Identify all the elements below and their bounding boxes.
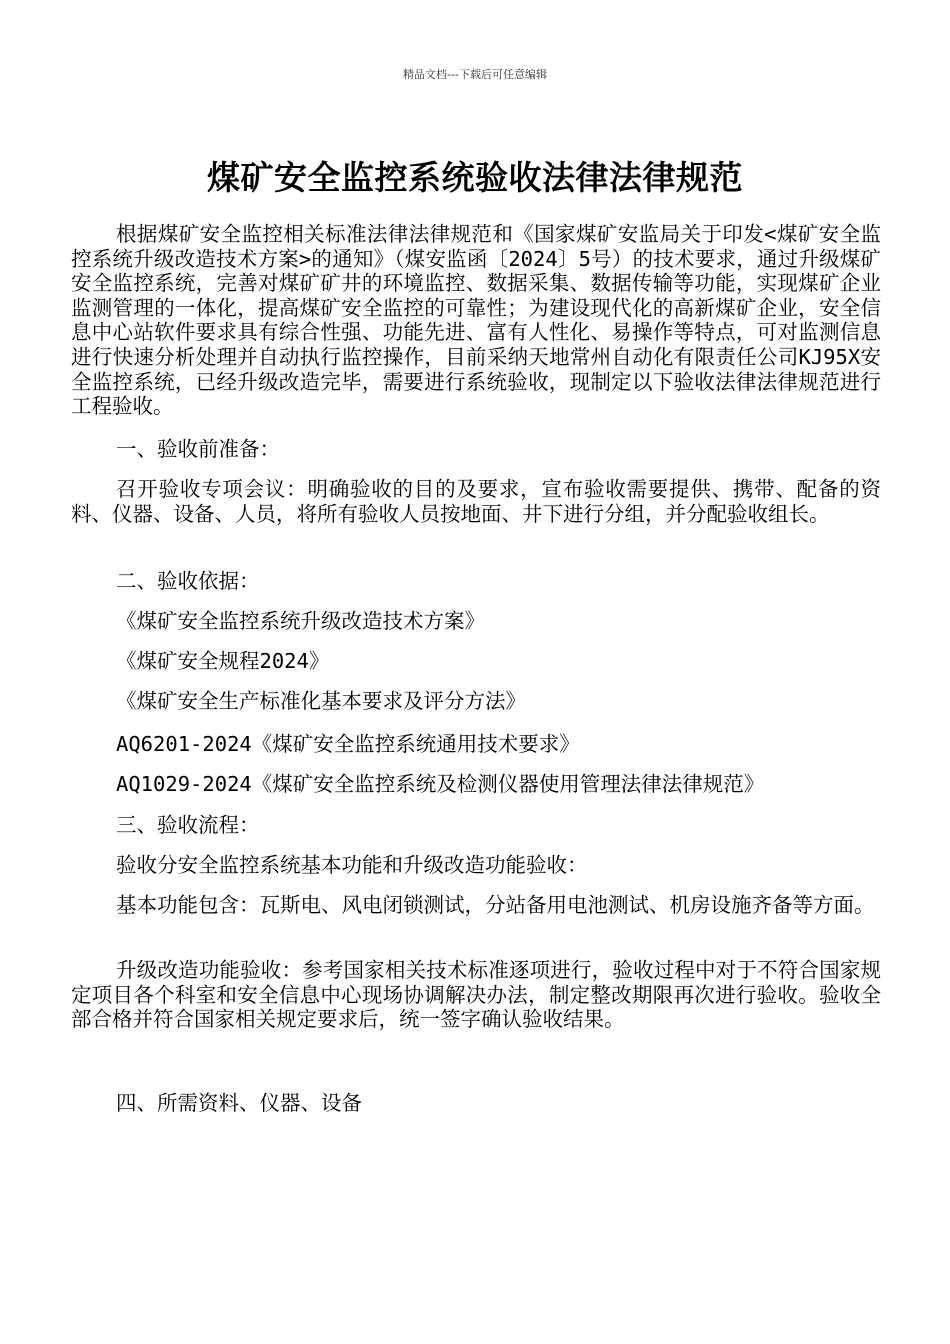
section-1-body: 召开验收专项会议：明确验收的目的及要求，宣布验收需要提供、携带、配备的资料、仪器、设备、人员，将所有验收人员按地面、井下进行分组，并分配验收组长。 [71,477,881,526]
section-1-heading: 一、验收前准备： [116,437,280,461]
section-3-intro: 验收分安全监控系统基本功能和升级改造功能验收： [116,853,588,877]
reference-item: 《煤矿安全规程2024》 [116,649,330,673]
reference-item: 《煤矿安全生产标准化基本要求及评分方法》 [116,689,526,713]
section-3-upgrade-functions: 升级改造功能验收：参考国家相关技术标准逐项进行，验收过程中对于不符合国家规定项目各个科室和安全信息中心现场协调解决办法，制定整改期限再次进行验收。验收全部合格并符合国家相关规定要求后，统一签字确认验收结果。 [71,958,881,1032]
section-4-heading: 四、所需资料、仪器、设备 [116,1091,362,1115]
page-title: 煤矿安全监控系统验收法律法律规范 [207,158,743,197]
intro-paragraph: 根据煤矿安全监控相关标准法律法律规范和《国家煤矿安监局关于印发<煤矿安全监控系统升级改造技术方案>的通知》（煤安监函〔2024〕5号）的技术要求，通过升级煤矿安全监控系统，完善对煤矿矿井的环境监控、数据采集、数据传输等功能，实现煤矿企业监测管理的一体化，提高煤矿安全监控的可靠性；为建设现代化的高新煤矿企业，安全信息中心站软件要求具有综合性强、功能先进、富有人性化、易操作等特点，可对监测信息进行快速分析处理并自动执行监控操作，目前采纳天地常州自动化有限责任公司KJ95X安全监控系统，已经升级改造完毕，需要进行系统验收，现制定以下验收法律法律规范进行工程验收。 [71,222,881,419]
reference-item: AQ1029-2024《煤矿安全监控系统及检测仪器使用管理法律法律规范》 [116,772,765,796]
section-3-heading: 三、验收流程： [116,813,260,837]
header-note: 精品文档---下载后可任意编辑 [403,68,547,81]
reference-item: AQ6201-2024《煤矿安全监控系统通用技术要求》 [116,732,580,756]
reference-item: 《煤矿安全监控系统升级改造技术方案》 [116,609,485,633]
section-2-heading: 二、验收依据： [116,569,260,593]
section-3-basic-functions: 基本功能包含：瓦斯电、风电闭锁测试，分站备用电池测试、机房设施齐备等方面。 [116,893,875,917]
